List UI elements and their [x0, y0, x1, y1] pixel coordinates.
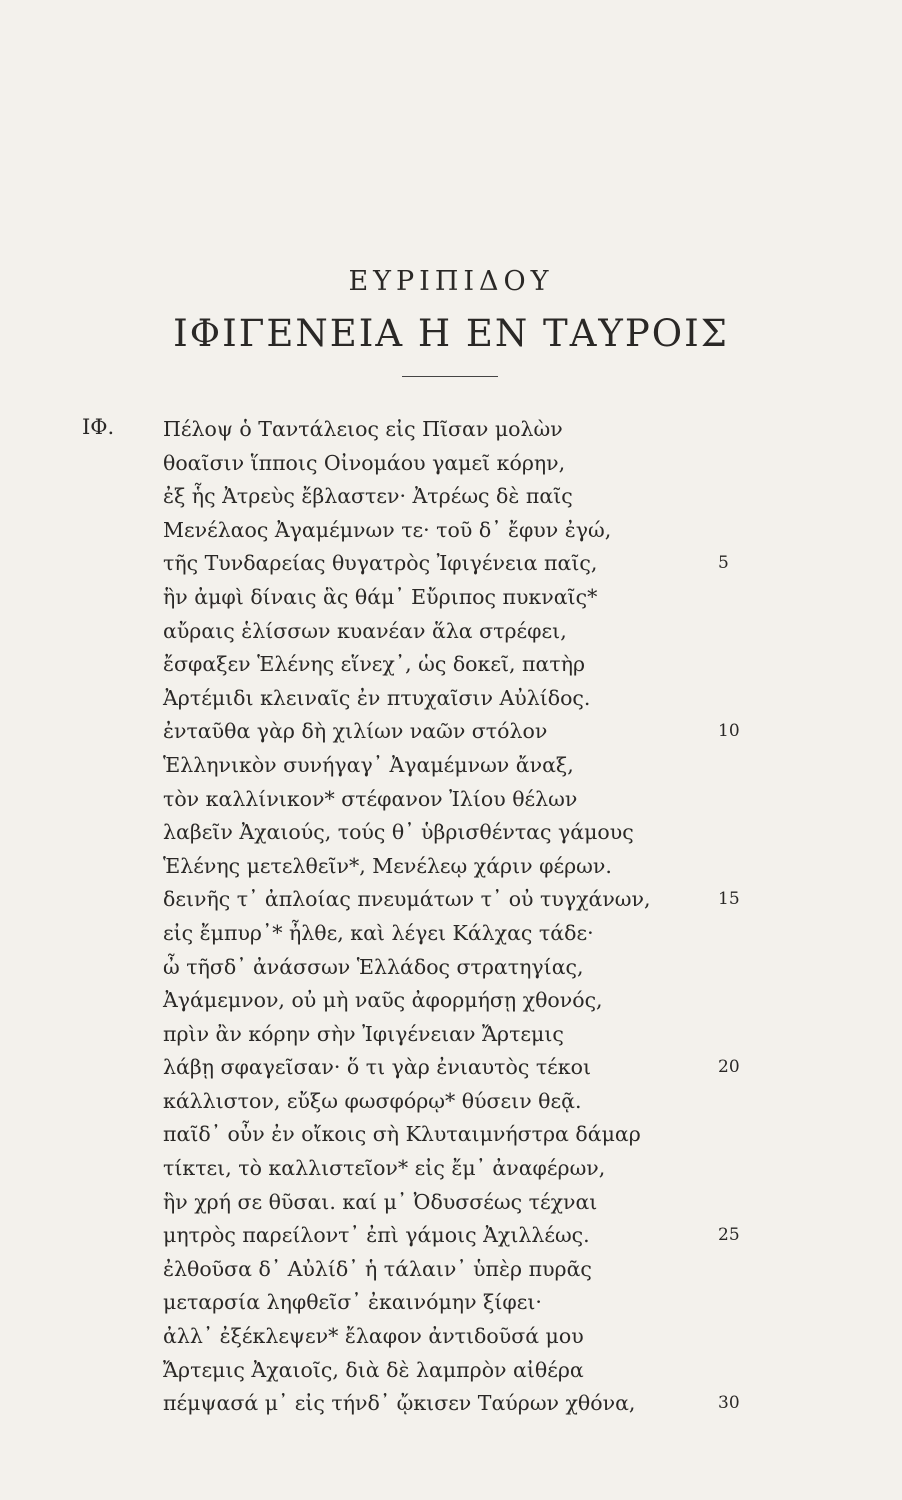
line-number: 5	[718, 553, 729, 574]
author-heading: ΕΥΡΙΠΙΔΟΥ	[348, 266, 554, 297]
verse-line	[163, 547, 863, 581]
verse-line	[163, 615, 863, 649]
verse-text: Ἑλληνικὸν συνήγαγ᾽ Ἀγαμέμνων ἄναξ,	[163, 752, 574, 777]
verse-line	[163, 1051, 863, 1085]
verse-text: ὦ τῆσδ᾽ ἀνάσσων Ἑλλάδος στρατηγίας,	[163, 954, 584, 979]
verse-line	[163, 951, 863, 985]
verse-text: θοαῖσιν ἵπποις Οἰνομάου γαμεῖ κόρην,	[163, 450, 566, 475]
verse-line	[163, 1253, 863, 1287]
verse-line	[163, 514, 863, 548]
verse-line	[163, 1118, 863, 1152]
verse-text: κάλλιστον, εὔξω φωσφόρῳ* θύσειν θεᾷ.	[163, 1088, 582, 1113]
verse-line	[163, 581, 863, 615]
verse-line	[163, 783, 863, 817]
verse-line	[163, 1320, 863, 1354]
verse-text: μητρὸς παρείλοντ᾽ ἐπὶ γάμοις Ἀχιλλέως.	[163, 1223, 590, 1248]
verse-block	[163, 413, 863, 1421]
verse-text: τίκτει, τὸ καλλιστεῖον* εἰς ἔμ᾽ ἀναφέρων,	[163, 1156, 606, 1181]
play-title: ΙΦΙΓΕΝΕΙΑ Η ΕΝ ΤΑΥΡΟΙΣ	[173, 312, 729, 355]
verse-line	[163, 984, 863, 1018]
line-number: 30	[718, 1393, 740, 1414]
verse-line	[163, 1186, 863, 1220]
verse-line	[163, 682, 863, 716]
verse-line	[163, 1018, 863, 1052]
verse-line	[163, 715, 863, 749]
verse-text: ἐξ ἧς Ἀτρεὺς ἔβλαστεν· Ἀτρέως δὲ παῖς	[163, 484, 573, 509]
verse-line	[163, 480, 863, 514]
verse-line	[163, 749, 863, 783]
verse-line	[163, 1219, 863, 1253]
speaker-label: ΙΦ.	[82, 415, 115, 439]
verse-text: Μενέλαος Ἀγαμέμνων τε· τοῦ δ᾽ ἔφυν ἐγώ,	[163, 517, 612, 542]
verse-line	[163, 1354, 863, 1388]
verse-text: Ἀρτέμιδι κλειναῖς ἐν πτυχαῖσιν Αὐλίδος.	[163, 685, 591, 710]
verse-text: εἰς ἔμπυρ᾽* ἦλθε, καὶ λέγει Κάλχας τάδε·	[163, 920, 594, 945]
verse-line	[163, 1286, 863, 1320]
verse-text: Πέλοψ ὁ Ταντάλειος εἰς Πῖσαν μολὼν	[163, 417, 563, 441]
verse-line	[163, 648, 863, 682]
verse-text: Ἀγάμεμνον, οὐ μὴ ναῦς ἀφορμήσῃ χθονός,	[163, 988, 603, 1013]
verse-line	[163, 413, 863, 447]
title-divider	[402, 376, 498, 377]
line-number: 15	[718, 889, 740, 910]
verse-text: ἀλλ᾽ ἐξέκλεψεν* ἔλαφον ἀντιδοῦσά μου	[163, 1324, 584, 1349]
verse-line	[163, 1387, 863, 1421]
verse-line	[163, 1152, 863, 1186]
verse-line	[163, 816, 863, 850]
verse-line	[163, 1085, 863, 1119]
line-number: 10	[718, 721, 740, 742]
verse-text: λάβῃ σφαγεῖσαν· ὅ τι γὰρ ἐνιαυτὸς τέκοι	[163, 1055, 591, 1080]
verse-line	[163, 883, 863, 917]
verse-text: μεταρσία ληφθεῖσ᾽ ἐκαινόμην ξίφει·	[163, 1290, 542, 1315]
verse-text: ἐνταῦθα γὰρ δὴ χιλίων ναῶν στόλον	[163, 719, 548, 744]
verse-text: ἣν ἀμφὶ δίναις ἃς θάμ᾽ Εὔριπος πυκναῖς*	[163, 584, 598, 609]
verse-text: λαβεῖν Ἀχαιούς, τούς θ᾽ ὑβρισθέντας γάμους	[163, 820, 634, 845]
verse-text: Ἑλένης μετελθεῖν*, Μενέλεῳ χάριν φέρων.	[163, 853, 612, 878]
verse-text: ἔσφαξεν Ἑλένης εἵνεχ᾽, ὡς δοκεῖ, πατὴρ	[163, 652, 586, 677]
line-number: 20	[718, 1057, 740, 1078]
verse-line	[163, 447, 863, 481]
verse-text: ἣν χρή σε θῦσαι. καί μ᾽ Ὀδυσσέως τέχναι	[163, 1189, 598, 1214]
verse-text: ἐλθοῦσα δ᾽ Αὐλίδ᾽ ἡ τάλαιν᾽ ὑπὲρ πυρᾶς	[163, 1256, 592, 1281]
verse-text: παῖδ᾽ οὖν ἐν οἴκοις σὴ Κλυταιμνήστρα δάμαρ	[163, 1122, 641, 1147]
verse-text: δεινῆς τ᾽ ἀπλοίας πνευμάτων τ᾽ οὐ τυγχάνων,	[163, 887, 651, 912]
verse-line	[163, 850, 863, 884]
verse-text: τὸν καλλίνικον* στέφανον Ἰλίου θέλων	[163, 786, 578, 811]
line-number: 25	[718, 1225, 740, 1246]
verse-text: τῆς Τυνδαρείας θυγατρὸς Ἰφιγένεια παῖς,	[163, 551, 598, 576]
verse-text: αὔραις ἑλίσσων κυανέαν ἅλα στρέφει,	[163, 618, 567, 643]
verse-line	[163, 917, 863, 951]
verse-text: πρὶν ἂν κόρην σὴν Ἰφιγένειαν Ἄρτεμις	[163, 1021, 564, 1046]
verse-text: Ἄρτεμις Ἀχαιοῖς, διὰ δὲ λαμπρὸν αἰθέρα	[163, 1357, 584, 1382]
verse-text: πέμψασά μ᾽ εἰς τήνδ᾽ ᾤκισεν Ταύρων χθόνα,	[163, 1391, 636, 1416]
